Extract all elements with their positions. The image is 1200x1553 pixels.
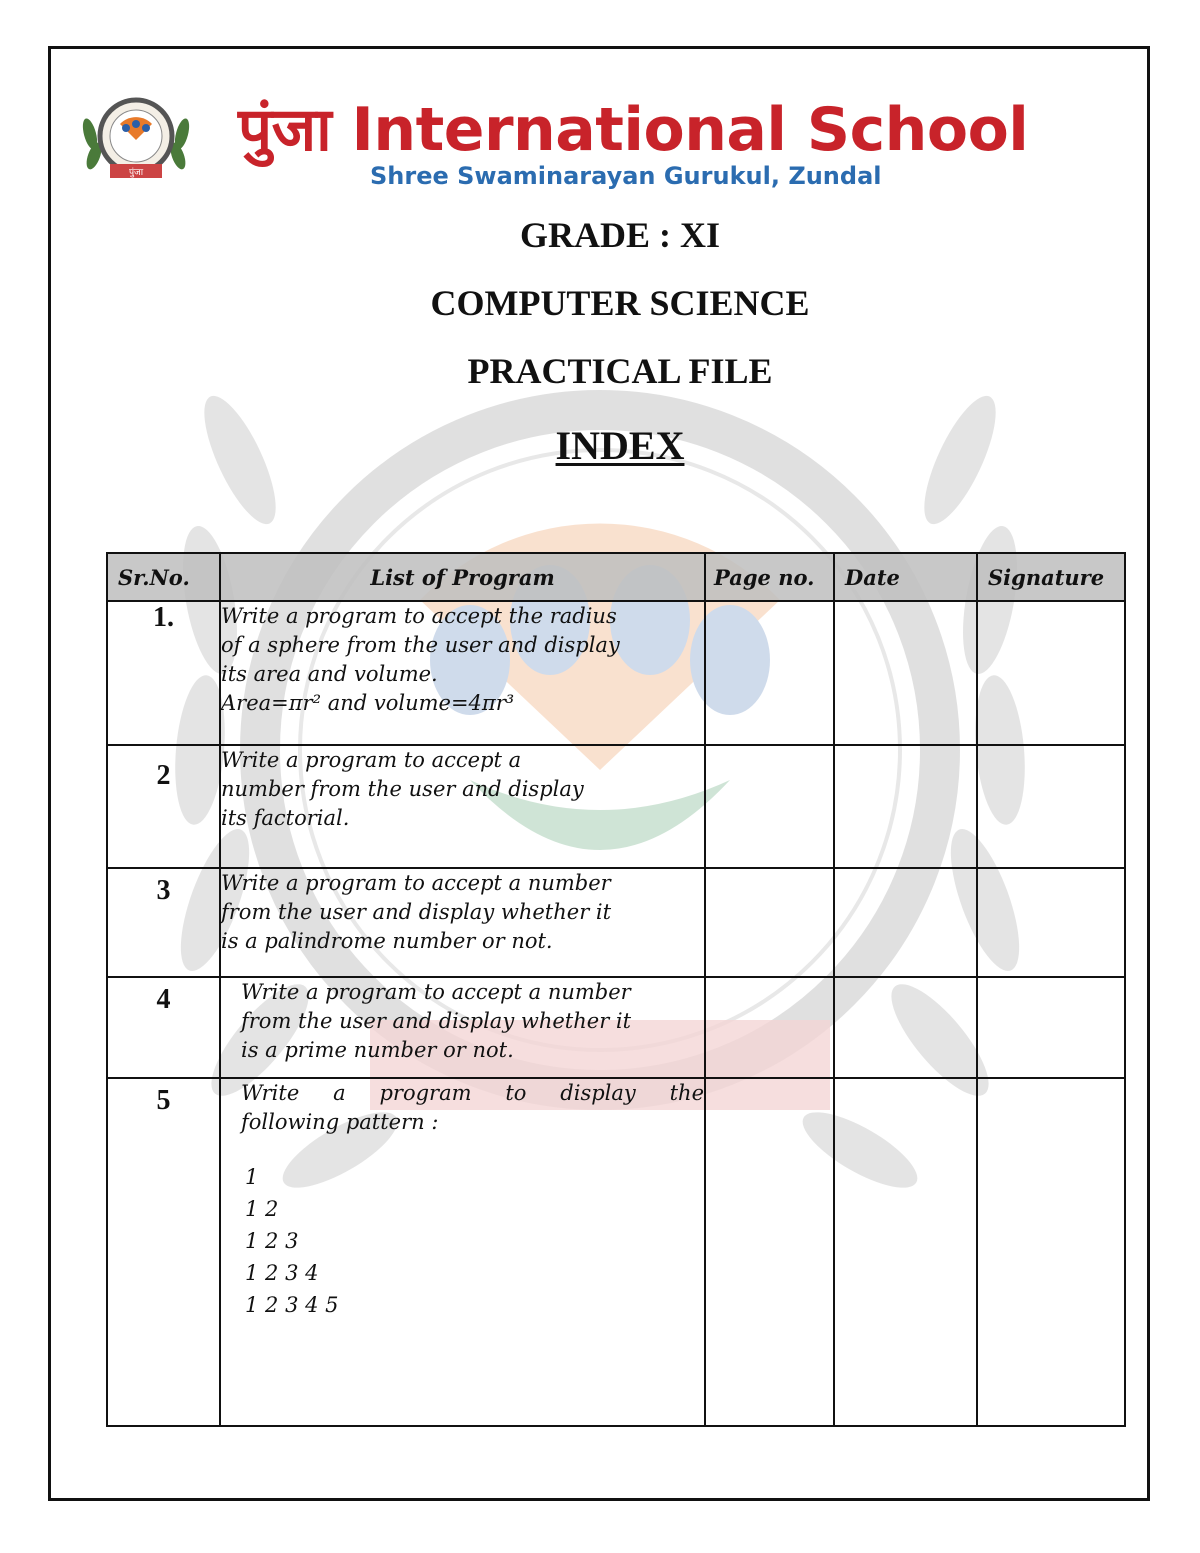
program-description [220, 601, 705, 745]
program-description [220, 745, 705, 868]
school-subtitle: Shree Swaminarayan Gurukul, Zundal [370, 162, 882, 190]
page-no-cell [705, 745, 834, 868]
program-line: of a sphere from the user and display [221, 633, 620, 657]
signature-cell [977, 745, 1125, 868]
table-row [107, 745, 1125, 868]
school-header [80, 92, 1140, 192]
program-line: is a prime number or not. [241, 1038, 514, 1062]
index-table [106, 552, 1126, 1427]
signature-cell [977, 1078, 1125, 1426]
sr-number: 2 [107, 745, 220, 868]
sr-number: 5 [107, 1078, 220, 1426]
date-cell [834, 977, 977, 1078]
signature-cell [977, 977, 1125, 1078]
program-description [220, 977, 705, 1078]
formula-and: and volume= [321, 691, 469, 715]
program-line: from the user and display whether it [221, 900, 612, 924]
date-cell [834, 1078, 977, 1426]
formula-volume: 4πr³ [468, 691, 515, 715]
pattern-line: 1 2 3 4 [245, 1261, 319, 1285]
program-line: from the user and display whether it [241, 1009, 632, 1033]
program-line: following pattern : [241, 1110, 439, 1134]
page-no-cell [705, 601, 834, 745]
program-line: Write a program to accept a number [241, 980, 631, 1004]
program-line: number from the user and display [221, 777, 584, 801]
pattern-line: 1 2 3 [245, 1229, 299, 1253]
formula-line [221, 689, 704, 718]
school-name-devanagari: पुंजा [238, 95, 332, 165]
sr-number: 4 [107, 977, 220, 1078]
school-name [238, 86, 1028, 168]
col-header-srno: Sr.No. [107, 553, 220, 601]
signature-cell [977, 601, 1125, 745]
page-no-cell [705, 977, 834, 1078]
pattern-line: 1 2 3 4 5 [245, 1293, 339, 1317]
table-row [107, 601, 1125, 745]
program-line: its factorial. [221, 806, 350, 830]
sr-number: 1. [107, 601, 220, 745]
page-no-cell [705, 868, 834, 977]
date-cell [834, 601, 977, 745]
program-line: Write a program to display the [241, 1081, 704, 1105]
program-line: Write a program to accept a number [221, 871, 611, 895]
pattern-line: 1 [245, 1165, 259, 1189]
col-header-signature: Signature [977, 553, 1125, 601]
program-line: Write a program to accept a [221, 748, 522, 772]
table-row [107, 1078, 1125, 1426]
program-description [220, 868, 705, 977]
page-no-cell [705, 1078, 834, 1426]
school-name-latin: International School [351, 95, 1029, 165]
index-heading: INDEX [555, 423, 685, 468]
school-seal-logo [80, 94, 192, 186]
program-line: its area and volume. [221, 662, 438, 686]
col-header-page: Page no. [705, 553, 834, 601]
program-line: is a palindrome number or not. [221, 929, 553, 953]
col-header-program: List of Program [220, 553, 705, 601]
subject-heading: COMPUTER SCIENCE [430, 283, 810, 323]
svg-text:पुंजा: पुंजा [128, 168, 144, 178]
table-row [107, 977, 1125, 1078]
date-cell [834, 745, 977, 868]
table-row [107, 868, 1125, 977]
pattern-line: 1 2 [245, 1197, 279, 1221]
signature-cell [977, 868, 1125, 977]
date-cell [834, 868, 977, 977]
col-header-date: Date [834, 553, 977, 601]
program-line: Write a program to accept the radius [221, 604, 617, 628]
sr-number: 3 [107, 868, 220, 977]
formula-area: Area=πr² [221, 691, 322, 715]
program-description [220, 1078, 705, 1426]
number-pattern [241, 1161, 704, 1321]
practical-file-heading: PRACTICAL FILE [467, 351, 773, 391]
table-header-row [107, 553, 1125, 601]
grade-heading: GRADE : XI [519, 215, 720, 255]
